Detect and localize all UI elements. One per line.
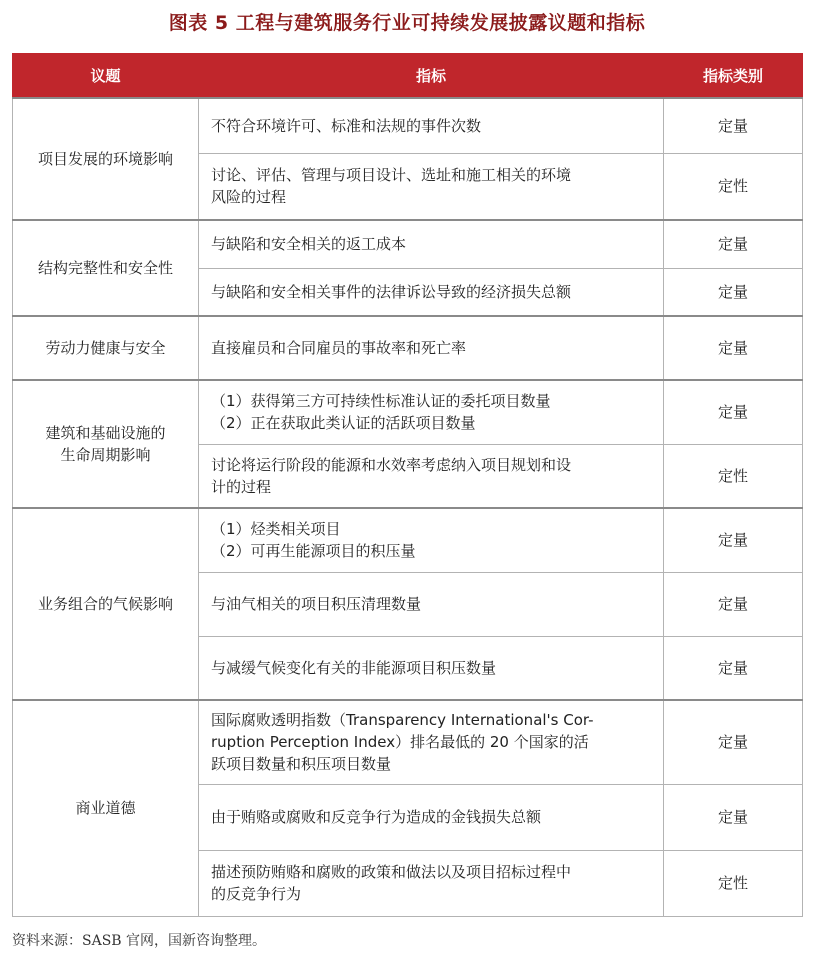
- indicator-cell: 与缺陷和安全相关的返工成本: [199, 220, 664, 268]
- header-type: 指标类别: [664, 54, 803, 99]
- topic-cell: 商业道德: [13, 700, 199, 916]
- table-row: [13, 98, 803, 153]
- table-row: [13, 220, 803, 268]
- table-row: [13, 508, 803, 572]
- topic-cell: 劳动力健康与安全: [13, 316, 199, 380]
- type-cell: 定量: [664, 784, 803, 850]
- indicator-cell: 与油气相关的项目积压清理数量: [199, 572, 664, 636]
- table-row: [13, 700, 803, 784]
- indicator-cell: 描述预防贿赂和腐败的政策和做法以及项目招标过程中 的反竞争行为: [199, 850, 664, 916]
- header-row: [13, 54, 803, 99]
- type-cell: 定性: [664, 153, 803, 220]
- type-cell: 定量: [664, 700, 803, 784]
- indicator-cell: 国际腐败透明指数（Transparency International's Cor- ruption Perception Index）排名最低的 20 个国家的活 跃项目数量和积压项目数量: [199, 700, 664, 784]
- topic-cell: 建筑和基础设施的 生命周期影响: [13, 380, 199, 508]
- indicator-cell: （1）获得第三方可持续性标准认证的委托项目数量 （2）正在获取此类认证的活跃项目数量: [199, 380, 664, 444]
- type-cell: 定量: [664, 220, 803, 268]
- indicator-cell: 不符合环境许可、标准和法规的事件次数: [199, 98, 664, 153]
- header-topic: 议题: [13, 54, 199, 99]
- type-cell: 定量: [664, 380, 803, 444]
- chart-title: 图表 5 工程与建筑服务行业可持续发展披露议题和指标: [168, 12, 646, 34]
- indicator-cell: 由于贿赂或腐败和反竞争行为造成的金钱损失总额: [199, 784, 664, 850]
- indicator-cell: 直接雇员和合同雇员的事故率和死亡率: [199, 316, 664, 380]
- indicator-cell: 与减缓气候变化有关的非能源项目积压数量: [199, 636, 664, 700]
- type-cell: 定性: [664, 850, 803, 916]
- disclosure-table: [12, 53, 803, 917]
- indicator-cell: 与缺陷和安全相关事件的法律诉讼导致的经济损失总额: [199, 268, 664, 316]
- indicator-cell: 讨论、评估、管理与项目设计、选址和施工相关的环境 风险的过程: [199, 153, 664, 220]
- topic-cell: 项目发展的环境影响: [13, 98, 199, 220]
- type-cell: 定量: [664, 98, 803, 153]
- type-cell: 定量: [664, 268, 803, 316]
- type-cell: 定性: [664, 444, 803, 508]
- type-cell: 定量: [664, 508, 803, 572]
- header-indicator: 指标: [199, 54, 664, 99]
- type-cell: 定量: [664, 572, 803, 636]
- indicator-cell: 讨论将运行阶段的能源和水效率考虑纳入项目规划和设 计的过程: [199, 444, 664, 508]
- type-cell: 定量: [664, 636, 803, 700]
- topic-cell: 业务组合的气候影响: [13, 508, 199, 700]
- indicator-cell: （1）烃类相关项目 （2）可再生能源项目的积压量: [199, 508, 664, 572]
- table-row: [13, 380, 803, 444]
- source-note: 资料来源：SASB 官网，国新咨询整理。: [12, 933, 267, 949]
- type-cell: 定量: [664, 316, 803, 380]
- table-row: [13, 316, 803, 380]
- topic-cell: 结构完整性和安全性: [13, 220, 199, 316]
